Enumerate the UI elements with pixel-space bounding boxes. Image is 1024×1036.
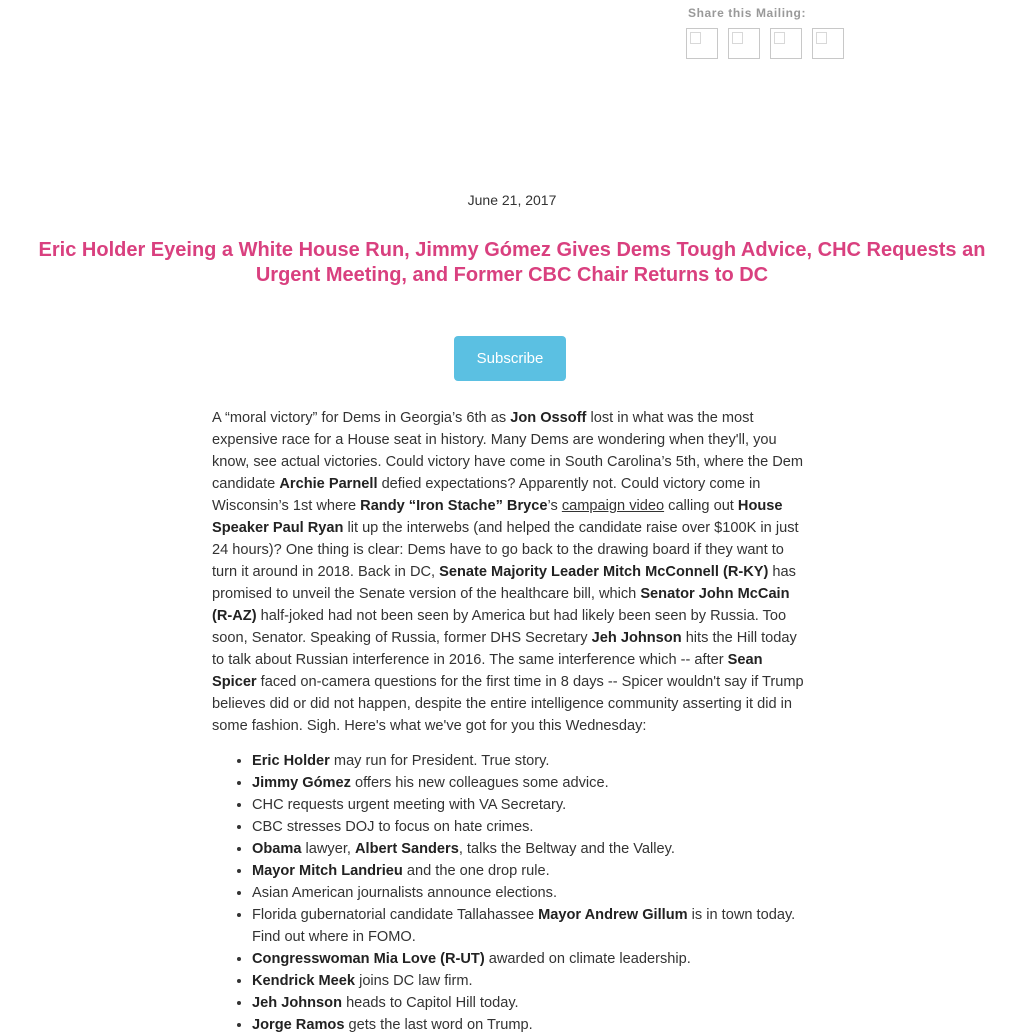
- text-run: hits the Hill today to talk about Russian interference in 2016. The same interference which -- after: [212, 630, 797, 668]
- text-run: Asian American journalists announce elections.: [252, 885, 558, 901]
- share-icons: [686, 28, 844, 59]
- text-run: CBC stresses DOJ to focus on hate crimes.: [252, 819, 534, 835]
- text-run: gets the last word on Trump.: [344, 1017, 533, 1033]
- bullet-item: [252, 992, 808, 1014]
- bullet-item: [252, 838, 808, 860]
- bullet-item: [252, 860, 808, 882]
- bold-name: Jeh Johnson: [252, 995, 343, 1011]
- article-body: [212, 407, 808, 1036]
- campaign-video-link[interactable]: campaign video: [561, 498, 665, 514]
- share-label: Share this Mailing:: [688, 6, 807, 20]
- text-run: lawyer,: [301, 841, 356, 857]
- bold-name: Jon Ossoff: [510, 410, 587, 426]
- headline: Eric Holder Eyeing a White House Run, Jimmy Gómez Gives Dems Tough Advice, CHC Requests an Urgent Meeting, and Former CBC Chair Returns to DC: [38, 239, 986, 286]
- bullet-item: [252, 1014, 808, 1036]
- bold-name: Mayor Andrew Gillum: [538, 907, 688, 923]
- text-run: heads to Capitol Hill today.: [342, 995, 519, 1011]
- text-run: A “moral victory” for Dems in Georgia’s 6th as: [212, 410, 511, 426]
- bold-name: Senate Majority Leader Mitch McConnell (R-KY): [439, 564, 769, 580]
- bullet-item: [252, 970, 808, 992]
- text-run: offers his new colleagues some advice.: [350, 775, 609, 791]
- text-run: and the one drop rule.: [402, 863, 550, 879]
- text-run: ’s: [547, 498, 562, 514]
- bold-name: Senator John McCain (R-AZ): [212, 586, 790, 624]
- text-run: joins DC law firm.: [355, 973, 473, 989]
- bold-name: Mayor Mitch Landrieu: [252, 863, 403, 879]
- bold-name: Randy “Iron Stache” Bryce: [360, 498, 548, 514]
- subscribe-button[interactable]: Subscribe: [454, 336, 566, 381]
- text-run: lit up the interwebs (and helped the candidate raise over $100K in just 24 hours)? One thing is clear: Dems have to go back to the drawing board if they want to turn it around in 2018. Back in DC,: [212, 520, 799, 580]
- bold-name: Congresswoman Mia Love (R-UT): [252, 951, 485, 967]
- text-run: lost in what was the most expensive race for a House seat in history. Many Dems are wondering when they'll, you know, see actual victories. Could victory have come in South Carolina’s 5th, where the Dem candidate: [212, 410, 804, 492]
- text-run: has promised to unveil the Senate version of the healthcare bill, which: [212, 564, 796, 602]
- intro-paragraph: [212, 407, 808, 737]
- bullet-item: [252, 904, 808, 948]
- bold-name: Sean Spicer: [212, 652, 763, 690]
- share-icon[interactable]: [728, 28, 760, 59]
- headline-bullet-list: [212, 750, 808, 1036]
- bullet-item: [252, 750, 808, 772]
- bullet-item: [252, 772, 808, 794]
- text-run: half-joked had not been seen by America but had likely been seen by Russia. Too soon, Senator. Speaking of Russia, former DHS Secretary: [212, 608, 787, 646]
- bold-name: Jeh Johnson: [591, 630, 682, 646]
- mailing-date: June 21, 2017: [467, 192, 557, 208]
- share-icon[interactable]: [686, 28, 718, 59]
- text-run: Florida gubernatorial candidate Tallahassee: [252, 907, 539, 923]
- text-run: awarded on climate leadership.: [484, 951, 691, 967]
- text-run: CHC requests urgent meeting with VA Secretary.: [252, 797, 567, 813]
- bold-name: Obama: [252, 841, 302, 857]
- text-run: is in town today. Find out where in FOMO.: [252, 907, 796, 945]
- text-run: may run for President. True story.: [329, 753, 550, 769]
- text-run: defied expectations? Apparently not. Could victory come in Wisconsin’s 1st where: [212, 476, 761, 514]
- bullet-item: [252, 882, 808, 904]
- bold-name: Archie Parnell: [279, 476, 378, 492]
- text-run: , talks the Beltway and the Valley.: [458, 841, 675, 857]
- bold-name: Albert Sanders: [355, 841, 459, 857]
- share-icon[interactable]: [770, 28, 802, 59]
- bold-name: Eric Holder: [252, 753, 330, 769]
- bullet-item: [252, 794, 808, 816]
- bold-name: House Speaker Paul Ryan: [212, 498, 783, 536]
- text-run: calling out: [664, 498, 738, 514]
- bullet-item: [252, 816, 808, 838]
- bold-name: Kendrick Meek: [252, 973, 356, 989]
- share-icon[interactable]: [812, 28, 844, 59]
- text-run: faced on-camera questions for the first time in 8 days -- Spicer wouldn't say if Trump believes did or did not happen, despite the entire intelligence community asserting it did in some fashion. Sigh. Here's what we've got for you this Wednesday:: [212, 674, 804, 734]
- bullet-item: [252, 948, 808, 970]
- share-block: [686, 6, 844, 59]
- bold-name: Jimmy Gómez: [252, 775, 351, 791]
- bold-name: Jorge Ramos: [252, 1017, 345, 1033]
